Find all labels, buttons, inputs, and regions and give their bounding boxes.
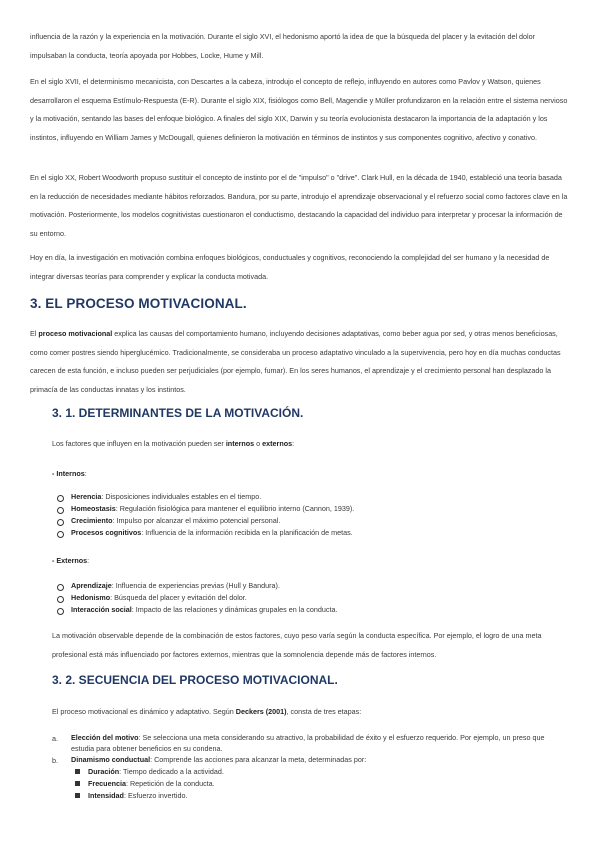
intro-paragraph-2: En el siglo XVII, el determinismo mecanicista, con Descartes a la cabeza, introdujo el concepto de reflejo, influyendo en autores como Pavlov y Watson, quienes desarrollaron el esquema Estímulo-Respuesta (E-R). Durante el siglo XIX, fisiólogos como Bell, Magendie y Müller profundizaron en la relación entre el sistema nervioso y la motivación, sentando las bases del enfoque biológico. A finales del siglo XIX, Darwin y su teoría evolucionista destacaron la importancia de la adaptación y los instintos, influyendo en William James y McDougall, quienes definieron la motivación en términos de instintos y sus componentes cognitivo, afectivo y conativo. — [30, 77, 568, 142]
circle-bullet-icon — [57, 519, 64, 526]
intro-paragraph-1: influencia de la razón y la experiencia en la motivación. Durante el siglo XVI, el hedonismo aportó la idea de que la búsqueda del placer y la evitación del dolor impulsaban la conducta, teoría apoyada por Hobbes, Locke, Hume y Mill. — [30, 32, 536, 60]
determinants-closing: La motivación observable depende de la combinación de estos factores, cuyo peso varía según la conducta específica. Por ejemplo, el logro de una meta profesional está más influenciado por factores externos, mientras que la somnolencia depende más de factores internos. — [52, 631, 542, 659]
circle-bullet-icon — [57, 608, 64, 615]
external-factors-label: - Externos: — [52, 556, 90, 565]
document-page: influencia de la razón y la experiencia en la motivación. Durante el siglo XVI, el hedonismo aportó la idea de que la búsqueda del placer y la evitación del dolor impulsaban la conducta, teoría apoyada por Hobbes, Locke, Hume y Mill. En el siglo XVII, el determinismo mecanicista, con Descartes a la cabeza, introdujo el concepto de reflejo, influyendo en autores como Pavlov y Watson, quienes desarrollaron el esquema Estímulo-Respuesta (E-R). Durante el siglo XIX, fisiólogos como Bell, Magendie y Müller profundizaron en la relación entre el sistema nervioso y la motivación, sentando las bases del enfoque biológico. A finales del siglo XIX, Darwin y su teoría evolucionista destacaron la importancia de la adaptación y los instintos, influyendo en William James y McDougall, quienes definieron la motivación en términos de instintos y sus componentes cognitivo, afectivo y conativo. En el siglo XX, Robert Woodworth propuso sustituir el concepto de instinto por el de "impulso" o "drive". Clark Hull, en la década de 1940, estableció una teoría basada en la reducción de necesidades mediante hábitos reforzados. Bandura, por su parte, introdujo el aprendizaje observacional y el refuerzo social como factores clave en la motivación. Posteriormente, los modelos cognitivistas cuestionaron el conductismo, destacando la capacidad del individuo para interpretar y procesar la información de su entorno. Hoy en día, la investigación en motivación combina enfoques biológicos, conductuales y cognitivos, reconociendo la complejidad del ser humano y la necesidad de integrar diversas teorías para comprender y explicar la conducta motivada. 3. EL PROCESO MOTIVACIONAL. El proceso motivacional explica las causas del comportamiento humano, incluyendo decisiones adaptativas, como beber agua por sed, y otras menos beneficiosas, como comer postres siendo hiperglucémico. Tradicionalmente, se consideraba un proceso adaptativo vinculado a la supervivencia, pero hoy en día muchas conductas carecen de esta función, e incluso pueden ser perjudiciales (por ejemplo, fumar). En los seres humanos, el aprendizaje y el crecimiento personal han desplazado la primacía de las conductas innatas y los instintos. 3. 1. DETERMINANTES DE LA MOTIVACIÓN. Los factores que influyen en la motivación pueden ser internos o externos: - Internos: Herencia: Disposiciones individuales estables en el tiempo. Homeostasis: Regulación fisiológica para mantener el equilibrio interno (Cannon, 1939). Crecimiento: Impulso por alcanzar el máximo potencial personal. Procesos cognitivos: Influencia de la información recibida en la planificación de metas. - Externos: Aprendizaje: Influencia de experiencias previas (Hull y Bandura). Hedonismo: Búsqueda del placer y evitación del dolor. Interacción social: Impacto de las relaciones y dinámicas grupales en la conducta. La motivación observable depende de la combinación de estos factores, cuyo peso varía según la conducta específica. Por ejemplo, el logro de una meta profesional está más influenciado por factores externos, mientras que la somnolencia depende más de factores internos. 3. 2. SECUENCIA DEL PROCESO MOTIVACIONAL. El proceso motivacional es dinámico y adaptativo. Según Deckers (2001), consta de tres etapas: a. Elección del motivo: Se selecciona una meta considerando su atractivo, la probabilidad de éxito y el esfuerzo requerido. Por ejemplo, un preso que estudia para obtener beneficios en su condena. b. Dinamismo conductual: Comprende las acciones para alcanzar la meta, determinadas por: Duración: Tiempo dedicado a la actividad. Frecuencia: Repetición de la conducta. Intensidad: Esfuerzo invertido. — [0, 0, 600, 848]
square-bullet-icon — [75, 793, 80, 798]
square-bullet-icon — [75, 769, 80, 774]
section-3-2-heading: 3. 2. SECUENCIA DEL PROCESO MOTIVACIONAL. — [52, 673, 338, 687]
sequence-intro: El proceso motivacional es dinámico y adaptativo. Según Deckers (2001), consta de tres etapas: — [52, 707, 362, 716]
circle-bullet-icon — [57, 495, 64, 502]
intro-paragraph-4: Hoy en día, la investigación en motivación combina enfoques biológicos, conductuales y cognitivos, reconociendo la complejidad del ser humano y la necesidad de integrar diversas teorías para comprender y explicar la conducta motivada. — [30, 253, 550, 281]
section-3-heading: 3. EL PROCESO MOTIVACIONAL. — [30, 296, 247, 311]
circle-bullet-icon — [57, 596, 64, 603]
circle-bullet-icon — [57, 584, 64, 591]
determinants-intro: Los factores que influyen en la motivación pueden ser internos o externos: — [52, 439, 295, 448]
square-bullet-icon — [75, 781, 80, 786]
circle-bullet-icon — [57, 507, 64, 514]
section-3-1-heading: 3. 1. DETERMINANTES DE LA MOTIVACIÓN. — [52, 406, 304, 420]
section-3-paragraph: El proceso motivacional explica las causas del comportamiento humano, incluyendo decisiones adaptativas, como beber agua por sed, y otras menos beneficiosas, como comer postres siendo hiperglucémico. Tradicionalmente, se consideraba un proceso adaptativo vinculado a la supervivencia, pero hoy en día muchas conductas carecen de esta función, e incluso pueden ser perjudiciales (por ejemplo, fumar). En los seres humanos, el aprendizaje y el crecimiento personal han desplazado la primacía de las conductas innatas y los instintos. — [30, 329, 561, 394]
circle-bullet-icon — [57, 531, 64, 538]
internal-factors-label: - Internos: — [52, 469, 87, 478]
intro-paragraph-3: En el siglo XX, Robert Woodworth propuso sustituir el concepto de instinto por el de "impulso" o "drive". Clark Hull, en la década de 1940, estableció una teoría basada en la reducción de necesidades mediante hábitos reforzados. Bandura, por su parte, introdujo el aprendizaje observacional y el refuerzo social como factores clave en la motivación. Posteriormente, los modelos cognitivistas cuestionaron el conductismo, destacando la capacidad del individuo para interpretar y procesar la información de su entorno. — [30, 173, 568, 238]
